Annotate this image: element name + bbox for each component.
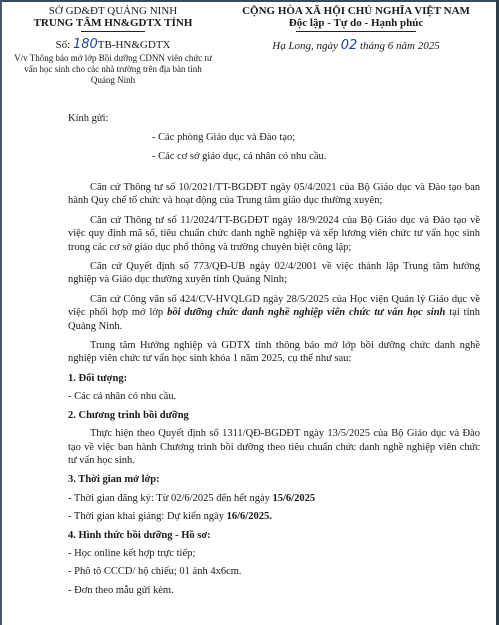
section-heading: 3. Thời gian mở lớp:	[68, 474, 160, 486]
motto-underline	[296, 31, 416, 32]
window-left-border	[0, 0, 2, 625]
list-item: - Phô tô CCCD/ hộ chiếu; 01 ảnh 4x6cm.	[68, 566, 242, 578]
document-number	[10, 38, 216, 52]
number-suffix: TB-HN&GDTX	[97, 39, 171, 51]
legal-basis-paragraph	[68, 293, 480, 333]
legal-basis-paragraph: Căn cứ Quyết định số 773/QĐ-UB ngày 02/4/2001 về việc thành lập Trung tâm hướng nghiệp và Giáo dục thường xuyên tỉnh Quảng Ninh;	[68, 261, 480, 286]
section-heading: 2. Chương trình bồi dưỡng	[68, 409, 189, 421]
window-top-border	[0, 0, 499, 2]
date-suffix: tháng 6 năm 2025	[357, 40, 440, 52]
national-motto: Độc lập - Tự do - Hạnh phúc	[288, 17, 424, 29]
list-item: - Các cá nhân có nhu cầu.	[68, 391, 177, 403]
issuer-header	[10, 5, 216, 86]
section-heading: 1. Đối tượng:	[68, 372, 128, 384]
date-prefix: Hạ Long, ngày	[272, 40, 341, 52]
handwritten-number: 180	[72, 37, 98, 52]
recipient-line: - Các cơ sở giáo dục, cá nhân có nhu cầu.	[152, 151, 327, 162]
document-date	[218, 39, 494, 53]
intro-paragraph: Trung tâm Hướng nghiệp và GDTX tỉnh thông báo mở lớp bồi dưỡng chức danh nghề nghiệp viên chức tư vấn học sinh khóa 1 năm 2025, cụ thể như sau:	[68, 340, 480, 365]
registration-deadline: 15/6/2025	[272, 492, 316, 504]
nation-name: CỘNG HÒA XÃ HỘI CHỦ NGHĨA VIỆT NAM	[242, 5, 470, 17]
issuer-center: TRUNG TÂM HN&GDTX TỈNH	[33, 17, 193, 29]
issuer-underline	[81, 31, 145, 32]
salutation: Kính gửi:	[68, 113, 109, 124]
list-item	[68, 492, 480, 505]
opening-date: 16/6/2025.	[226, 511, 272, 523]
list-item: - Học online kết hợp trực tiếp;	[68, 547, 196, 559]
basis-text: tại tỉnh Quảng Ninh.	[68, 307, 480, 332]
recipient-line: - Các phòng Giáo dục và Đào tạo;	[152, 132, 296, 143]
opening-label: - Thời gian khai giảng: Dự kiến ngày	[68, 511, 227, 523]
legal-basis-paragraph: Căn cứ Thông tư số 10/2021/TT-BGDĐT ngày 05/4/2021 của Bộ Giáo dục và Đào tạo ban hành Quy chế tổ chức và hoạt động của Trung tâm giáo dục thường xuyên;	[68, 182, 480, 207]
section-heading: 4. Hình thức bồi dưỡng - Hồ sơ:	[68, 529, 211, 541]
program-paragraph: Thực hiện theo Quyết định số 1311/QĐ-BGDĐT ngày 13/5/2025 của Bộ Giáo dục và Đào tạo về việc ban hành Chương trình bồi dưỡng theo tiêu chuẩn chức danh nghề nghiệp viên chức tư vấn học sinh.	[68, 428, 480, 466]
national-header	[218, 5, 494, 53]
document-body	[68, 181, 480, 602]
basis-text: Căn cứ Công văn số 424/CV-HVQLGD ngày 28/5/2025 của Học viện Quản lý Giáo dục về việc phối hợp mở lớp	[68, 293, 480, 319]
handwritten-day: 02	[340, 38, 358, 53]
document-subject: V/v Thông báo mở lớp Bồi dưỡng CDNN viên chức tư vấn học sinh cho các nhà trường trên địa bàn tỉnh Quảng Ninh	[14, 53, 212, 85]
number-prefix: Số:	[55, 39, 73, 51]
list-item: - Đơn theo mẫu gửi kèm.	[68, 584, 174, 596]
issuer-department: SỞ GD&ĐT QUẢNG NINH	[48, 5, 178, 17]
registration-label: - Thời gian đăng ký: Từ 02/6/2025 đến hết ngày	[68, 492, 273, 504]
legal-basis-paragraph: Căn cứ Thông tư số 11/2024/TT-BGDĐT ngày 18/9/2024 của Bộ Giáo dục và Đào tạo về việc quy định mã số, tiêu chuẩn chức danh nghề nghiệp và xếp lương viên chức tư vấn học sinh trong các cơ sở giáo dục phổ thông và trường chuyên biệt công lập;	[68, 214, 480, 253]
course-name-emphasis: bồi dưỡng chức danh nghề nghiệp viên chức tư vấn học sinh	[167, 307, 446, 319]
list-item	[68, 510, 480, 523]
